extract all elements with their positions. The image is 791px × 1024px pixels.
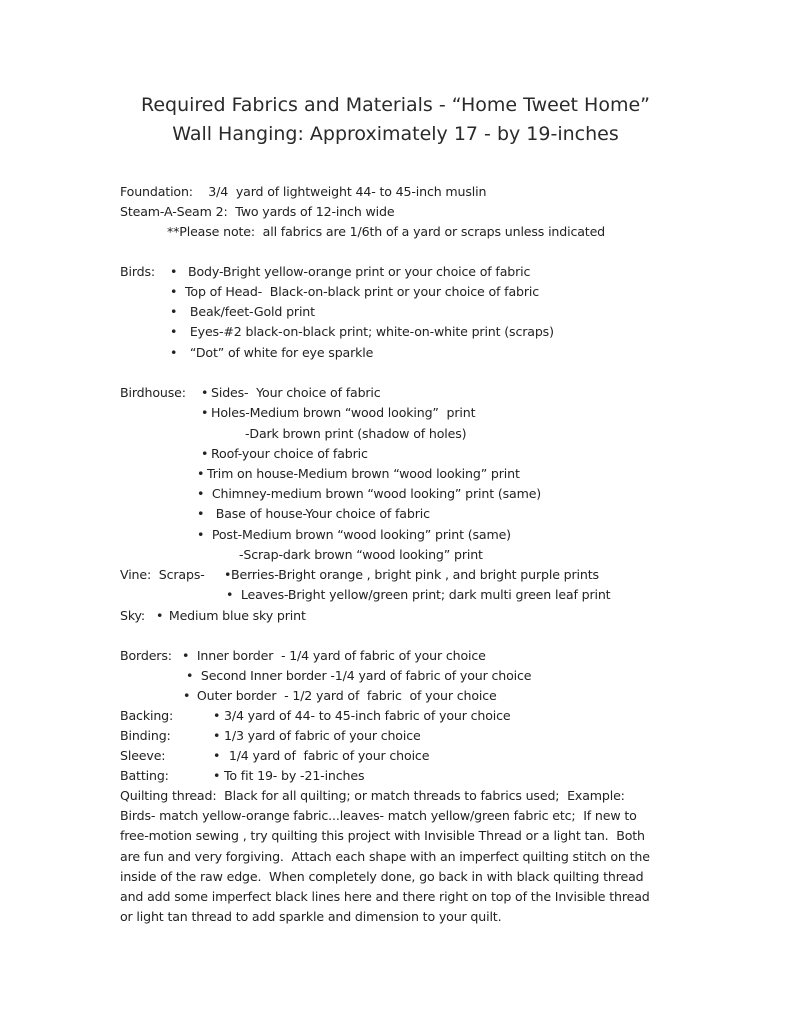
borders-label: Borders: <box>120 648 172 663</box>
birdhouse-item: Holes-Medium brown “wood looking” print <box>211 405 476 420</box>
bullet-icon: • <box>170 324 178 339</box>
bullet-icon: • <box>170 264 178 279</box>
bullet-icon: • <box>170 345 178 360</box>
birds-item: “Dot” of white for eye sparkle <box>186 345 374 360</box>
birds-item: Top of Head- Black-on-black print or your choice of fabric <box>185 284 540 299</box>
bullet-icon: • <box>170 284 178 299</box>
bullet-icon: • <box>213 708 221 723</box>
vine-item: Leaves-Bright yellow/green print; dark multi green leaf print <box>237 587 611 602</box>
bullet-icon: • <box>201 405 209 420</box>
bullet-icon: • <box>224 567 232 582</box>
birds-item: Beak/feet-Gold print <box>186 304 315 319</box>
quilting-line: Birds- match yellow-orange fabric...leaves- match yellow/green fabric etc; If new to <box>120 808 637 824</box>
bullet-icon: • <box>197 466 205 481</box>
birds-label: Birds: <box>120 264 155 279</box>
sky-item: Medium blue sky print <box>165 608 306 623</box>
quilting-line: inside of the raw edge. When completely done, go back in with black quilting thread <box>120 868 644 884</box>
birdhouse-item: Chimney-medium brown “wood looking” print (same) <box>208 486 542 501</box>
birdhouse-item: Sides- Your choice of fabric <box>211 385 381 400</box>
bullet-icon: • <box>156 608 164 623</box>
backing-value: 3/4 yard of 44- to 45-inch fabric of your choice <box>224 708 511 723</box>
bullet-icon: • <box>186 668 194 683</box>
borders-item: Inner border - 1/4 yard of fabric of your choice <box>193 648 486 663</box>
birdhouse-item: Roof-your choice of fabric <box>211 446 368 461</box>
fabric-note: **Please note: all fabrics are 1/6th of a yard or scraps unless indicated <box>167 224 606 239</box>
backing-label: Backing: <box>120 708 174 723</box>
borders-item: Outer border - 1/2 yard of fabric of your choice <box>193 688 497 703</box>
birds-item: Body-Bright yellow-orange print or your choice of fabric <box>188 264 531 279</box>
steam-a-seam-line: Steam-A-Seam 2: Two yards of 12-inch wide <box>120 204 395 219</box>
document-title-line-1: Required Fabrics and Materials - “Home Tweet Home” <box>140 94 650 116</box>
document-title-line-2: Wall Hanging: Approximately 17 - by 19-inches <box>172 123 619 145</box>
quilting-line: Quilting thread: Black for all quilting; or match threads to fabrics used; Example: <box>120 788 625 803</box>
bullet-icon: • <box>197 506 205 521</box>
bullet-icon: • <box>201 446 209 461</box>
bullet-icon: • <box>170 304 178 319</box>
sleeve-label: Sleeve: <box>120 748 166 763</box>
birdhouse-subitem: -Dark brown print (shadow of holes) <box>245 426 467 441</box>
vine-item: Berries-Bright orange , bright pink , and bright purple prints <box>231 567 599 582</box>
bullet-icon: • <box>183 688 191 703</box>
quilting-line: are fun and very forgiving. Attach each shape with an imperfect quilting stitch on the <box>120 848 650 864</box>
vine-label: Vine: Scraps- <box>120 567 205 582</box>
borders-item: Second Inner border -1/4 yard of fabric of your choice <box>197 668 532 683</box>
bullet-icon: • <box>182 648 190 663</box>
birds-item: Eyes-#2 black-on-black print; white-on-white print (scraps) <box>186 324 554 339</box>
foundation-line: Foundation: 3/4 yard of lightweight 44- to 45-inch muslin <box>120 184 487 199</box>
sleeve-value: 1/4 yard of fabric of your choice <box>225 748 430 763</box>
bullet-icon: • <box>201 385 209 400</box>
birdhouse-item: Base of house-Your choice of fabric <box>208 506 430 521</box>
sky-label: Sky: <box>120 608 146 623</box>
batting-value: To fit 19- by -21-inches <box>224 768 365 783</box>
quilting-line: free-motion sewing , try quilting this project with Invisible Thread or a light tan. Both <box>120 828 645 844</box>
bullet-icon: • <box>197 527 205 542</box>
birdhouse-label: Birdhouse: <box>120 385 186 400</box>
bullet-icon: • <box>213 748 221 763</box>
bullet-icon: • <box>213 728 221 743</box>
bullet-icon: • <box>197 486 205 501</box>
binding-label: Binding: <box>120 728 171 743</box>
birdhouse-subitem: -Scrap-dark brown “wood looking” print <box>239 547 483 562</box>
birdhouse-item: Post-Medium brown “wood looking” print (same) <box>208 527 511 542</box>
binding-value: 1/3 yard of fabric of your choice <box>224 728 421 743</box>
quilting-line: or light tan thread to add sparkle and dimension to your quilt. <box>120 909 502 925</box>
birdhouse-item: Trim on house-Medium brown “wood looking” print <box>207 466 520 481</box>
quilting-line: and add some imperfect black lines here and there right on top of the Invisible thread <box>120 889 650 905</box>
bullet-icon: • <box>213 768 221 783</box>
quilting-thread-paragraph <box>120 786 680 927</box>
bullet-icon: • <box>226 587 234 602</box>
batting-label: Batting: <box>120 768 169 783</box>
